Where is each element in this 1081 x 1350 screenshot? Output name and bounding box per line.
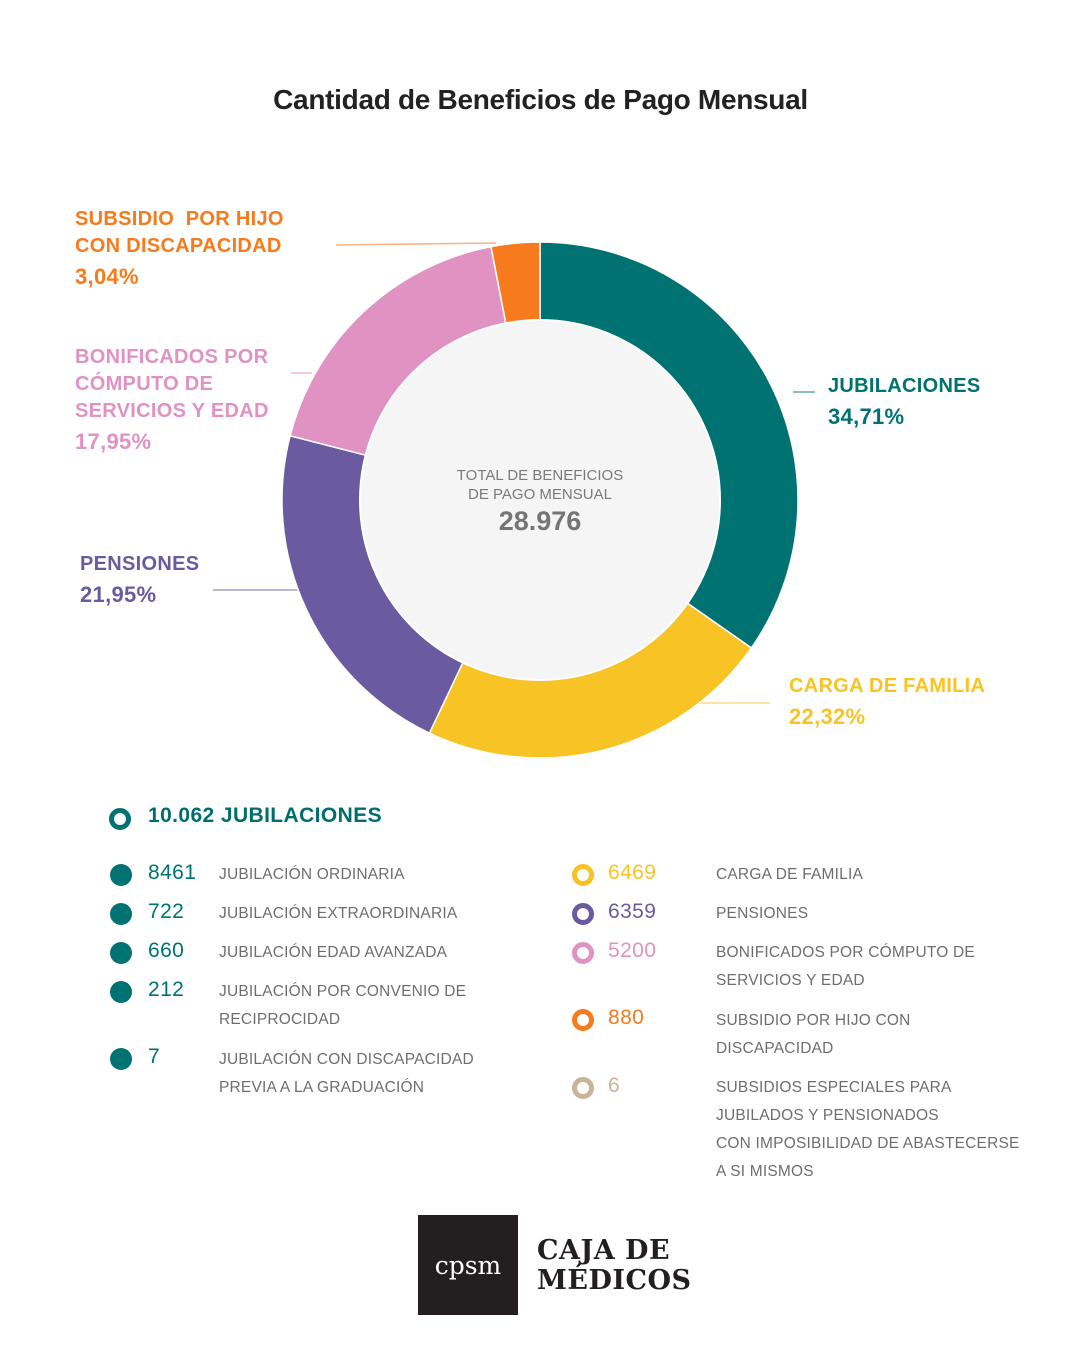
label-jubilacion-discapacidad-line1: JUBILACIÓN CON DISCAPACIDAD xyxy=(219,1051,474,1068)
wordmark-line2: MÉDICOS xyxy=(537,1265,692,1296)
orange-ring-icon xyxy=(572,1009,594,1031)
label-bonificados xyxy=(716,939,975,995)
callout-subsidio-line1: SUBSIDIO POR HIJO xyxy=(75,208,284,230)
summary-ring-icon xyxy=(109,808,131,830)
callout-subsidio-pct: 3,04% xyxy=(75,264,139,289)
label-subsidio-line1: SUBSIDIO POR HIJO CON xyxy=(716,1012,911,1029)
center-total: 28.976 xyxy=(498,506,582,536)
label-subsidios-especiales xyxy=(716,1074,1020,1186)
callout-carga-pct: 22,32% xyxy=(789,704,866,729)
label-jubilacion-convenio-line1: JUBILACIÓN POR CONVENIO DE xyxy=(219,983,467,1000)
label-jubilacion-discapacidad xyxy=(219,1046,474,1102)
callout-jubilaciones-pct: 34,71% xyxy=(828,404,905,429)
label-jubilacion-edad-avanzada: JUBILACIÓN EDAD AVANZADA xyxy=(219,944,448,961)
callout-carga-line1: CARGA DE FAMILIA xyxy=(789,675,986,697)
count-carga-familia: 6469 xyxy=(608,861,657,884)
count-jubilacion-convenio: 212 xyxy=(148,978,185,1001)
count-subsidios-especiales: 6 xyxy=(608,1074,621,1097)
callout-subsidio xyxy=(75,206,284,290)
label-subsidio-line2: DISCAPACIDAD xyxy=(716,1040,834,1057)
callout-jubilaciones-line1: JUBILACIONES xyxy=(828,375,981,397)
count-jubilacion-extraordinaria: 722 xyxy=(148,900,185,923)
count-jubilacion-discapacidad: 7 xyxy=(148,1045,161,1068)
beige-ring-icon xyxy=(572,1077,594,1099)
callout-bonificados-line3: SERVICIOS Y EDAD xyxy=(75,400,269,422)
callout-bonificados-line1: BONIFICADOS POR xyxy=(75,346,269,368)
center-subtitle-line2: DE PAGO MENSUAL xyxy=(468,486,612,503)
teal-dot-icon xyxy=(110,864,132,886)
teal-dot-icon xyxy=(110,981,132,1003)
yellow-ring-icon xyxy=(572,864,594,886)
label-subsidios-especiales-line3: CON IMPOSIBILIDAD DE ABASTECERSE xyxy=(716,1135,1020,1152)
caja-de-medicos-wordmark xyxy=(537,1236,692,1296)
teal-dot-icon xyxy=(110,942,132,964)
label-bonificados-line2: SERVICIOS Y EDAD xyxy=(716,972,865,989)
count-jubilacion-ordinaria: 8461 xyxy=(148,861,197,884)
callout-bonificados-line2: CÓMPUTO DE xyxy=(75,373,214,395)
label-subsidios-especiales-line4: A SI MISMOS xyxy=(716,1163,814,1180)
count-subsidio: 880 xyxy=(608,1006,645,1029)
label-pensiones: PENSIONES xyxy=(716,905,809,922)
label-jubilacion-extraordinaria: JUBILACIÓN EXTRAORDINARIA xyxy=(219,905,458,922)
callout-jubilaciones xyxy=(828,373,981,430)
label-jubilacion-ordinaria: JUBILACIÓN ORDINARIA xyxy=(219,866,405,883)
label-carga-familia: CARGA DE FAMILIA xyxy=(716,866,864,883)
summary-jubilaciones: 10.062 JUBILACIONES xyxy=(148,804,383,827)
wordmark-line1: CAJA DE xyxy=(537,1235,671,1266)
callout-pensiones-line1: PENSIONES xyxy=(80,553,200,575)
chart-title: Cantidad de Beneficios de Pago Mensual xyxy=(273,84,808,115)
count-bonificados: 5200 xyxy=(608,939,657,962)
callout-pensiones xyxy=(80,551,199,608)
callout-carga xyxy=(789,673,985,730)
label-jubilacion-convenio-line2: RECIPROCIDAD xyxy=(219,1011,341,1028)
count-jubilacion-edad-avanzada: 660 xyxy=(148,939,185,962)
teal-dot-icon xyxy=(110,1048,132,1070)
callout-pensiones-pct: 21,95% xyxy=(80,582,157,607)
label-subsidio xyxy=(716,1007,911,1063)
label-jubilacion-discapacidad-line2: PREVIA A LA GRADUACIÓN xyxy=(219,1079,425,1096)
callout-bonificados-pct: 17,95% xyxy=(75,429,152,454)
count-pensiones: 6359 xyxy=(608,900,657,923)
callout-bonificados xyxy=(75,344,269,455)
center-subtitle xyxy=(440,466,640,504)
label-bonificados-line1: BONIFICADOS POR CÓMPUTO DE xyxy=(716,944,975,961)
label-subsidios-especiales-line2: JUBILADOS Y PENSIONADOS xyxy=(716,1107,939,1124)
teal-dot-icon xyxy=(110,903,132,925)
leader-line-subsidio xyxy=(336,243,496,245)
callout-subsidio-line2: CON DISCAPACIDAD xyxy=(75,235,282,257)
center-subtitle-line1: TOTAL DE BENEFICIOS xyxy=(456,467,624,484)
label-subsidios-especiales-line1: SUBSIDIOS ESPECIALES PARA xyxy=(716,1079,952,1096)
cpsm-logo: cpsm xyxy=(418,1215,518,1315)
label-jubilacion-convenio xyxy=(219,978,466,1034)
purple-ring-icon xyxy=(572,903,594,925)
pink-ring-icon xyxy=(572,942,594,964)
